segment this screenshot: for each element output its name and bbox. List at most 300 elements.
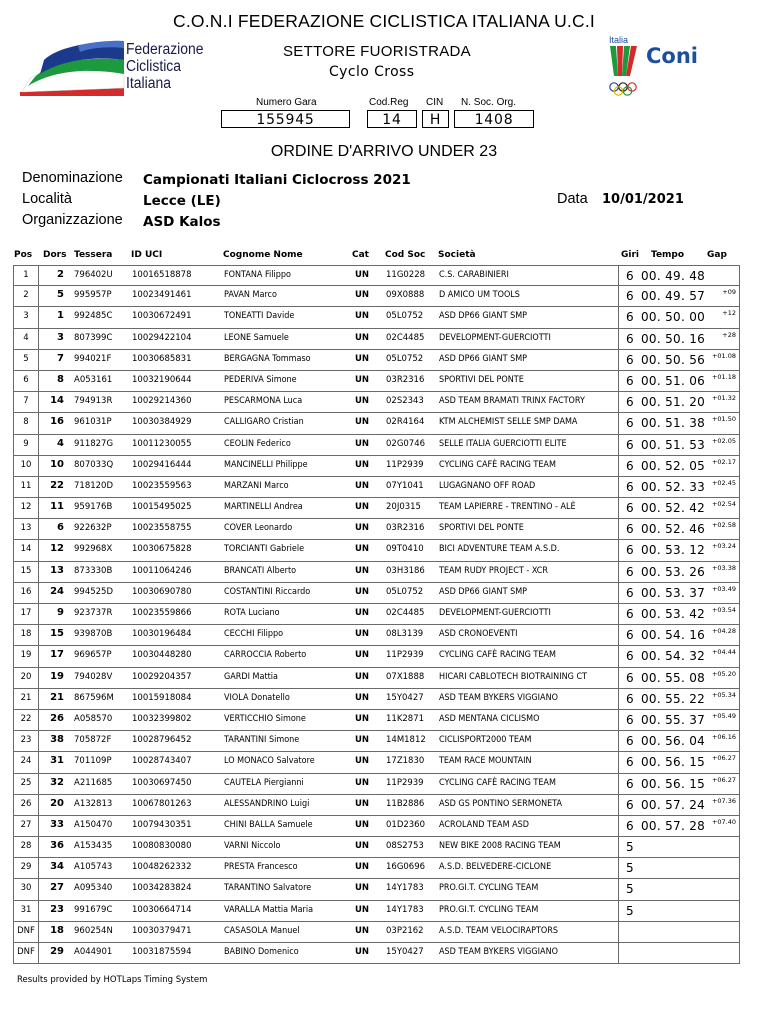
- cell-cat: UN: [355, 650, 370, 661]
- cell-uci: 10030448280: [132, 650, 192, 661]
- cell-codsoc: 03H3186: [386, 565, 425, 576]
- table-row: [13, 943, 740, 964]
- cell-giri: 6: [626, 501, 634, 516]
- cell-tempo: 00. 51. 20: [641, 395, 706, 410]
- cell-nome: PAVAN Marco: [224, 290, 277, 301]
- cell-tempo: 00. 50. 00: [641, 310, 706, 325]
- cell-tempo: 00. 49. 48: [641, 269, 706, 283]
- cell-codsoc: 02C4485: [386, 332, 425, 343]
- table-row: [13, 668, 740, 689]
- cell-nome: BERGAGNA Tommaso: [224, 353, 311, 364]
- cell-cat: UN: [355, 502, 370, 513]
- cell-pos: 26: [20, 798, 32, 809]
- coni-logo-icon: [606, 34, 716, 100]
- cell-giri: 6: [626, 734, 634, 749]
- col-uci: ID UCI: [131, 250, 163, 260]
- cell-gap: +06.16: [711, 733, 736, 742]
- settore: SETTORE FUORISTRADA: [283, 43, 471, 60]
- cell-nome: VIOLA Donatello: [224, 692, 290, 703]
- cell-dors: 3: [57, 331, 64, 343]
- cell-codsoc: 11K2871: [386, 713, 425, 724]
- cell-nome: FONTANA Filippo: [224, 270, 291, 280]
- cell-team: ASD MENTANA CICLISMO: [439, 713, 540, 724]
- cell-giri: 5: [626, 840, 634, 855]
- cell-tessera: 991679C: [74, 904, 113, 915]
- cell-tessera: 705872F: [74, 735, 112, 746]
- cell-uci: 10032399802: [132, 713, 192, 724]
- col-dors: Dors: [43, 250, 67, 260]
- cell-cat: UN: [355, 777, 370, 788]
- cell-tessera: 923737R: [74, 608, 113, 618]
- organizzazione-value: ASD Kalos: [143, 214, 221, 230]
- cell-nome: MANCINELLI Philippe: [224, 459, 308, 470]
- cell-uci: 10067801263: [132, 798, 192, 809]
- cell-codsoc: 11P2939: [386, 650, 424, 661]
- cell-team: LUGAGNANO OFF ROAD: [439, 480, 536, 491]
- cell-tempo: 00. 54. 32: [641, 649, 706, 664]
- table-row: [13, 901, 740, 922]
- cell-dors: 6: [57, 522, 64, 534]
- cell-codsoc: 02S2343: [386, 396, 424, 407]
- table-row: [13, 689, 740, 710]
- cell-uci: 10030384929: [132, 417, 192, 428]
- cell-codsoc: 08L3139: [386, 629, 424, 640]
- cell-giri: 6: [626, 479, 634, 494]
- cell-uci: 10030675828: [132, 544, 192, 555]
- cell-codsoc: 11P2939: [386, 459, 424, 470]
- cell-tessera: 911827G: [74, 438, 114, 449]
- cell-tempo: 00. 52. 42: [641, 501, 706, 516]
- table-row: [13, 879, 740, 900]
- cell-dors: 1: [57, 310, 64, 322]
- cell-pos: 4: [23, 332, 29, 343]
- col-cat: Cat: [352, 250, 369, 260]
- cell-giri: 6: [626, 712, 634, 727]
- cell-giri: 6: [626, 564, 634, 579]
- cell-giri: 6: [626, 395, 634, 410]
- table-row: [13, 286, 740, 307]
- cell-nome: COSTANTINI Riccardo: [224, 586, 311, 597]
- cell-cat: UN: [355, 883, 370, 894]
- denominazione-value: Campionati Italiani Ciclocross 2021: [143, 172, 411, 188]
- cell-border: [618, 901, 742, 921]
- table-row: [13, 350, 740, 371]
- cell-nome: CARROCCIA Roberto: [224, 650, 307, 661]
- cell-team: PRO.GI.T. CYCLING TEAM: [439, 883, 539, 894]
- cell-pos: 28: [20, 841, 32, 852]
- cell-gap: +12: [722, 309, 736, 318]
- table-row: [13, 752, 740, 773]
- cell-tessera: 867596M: [74, 692, 114, 703]
- cell-codsoc: 03R2316: [386, 523, 425, 534]
- cell-cat: UN: [355, 438, 370, 449]
- cell-dors: 5: [57, 289, 64, 301]
- disciplina: Cyclo Cross: [329, 64, 415, 80]
- cell-pos: 24: [20, 756, 32, 767]
- cell-tempo: 00. 55. 08: [641, 670, 706, 685]
- cell-dors: 22: [50, 479, 64, 491]
- table-row: [13, 413, 740, 434]
- cell-tempo: 00. 53. 26: [641, 564, 706, 579]
- cell-team: CYCLING CAFÈ RACING TEAM: [439, 777, 556, 788]
- cell-tessera: 794913R: [74, 396, 113, 407]
- cell-codsoc: 14Y1783: [386, 904, 424, 915]
- table-row: [13, 329, 740, 350]
- cell-dors: 16: [50, 416, 64, 428]
- cell-giri: 5: [626, 861, 634, 876]
- cell-uci: 10029416444: [132, 459, 192, 470]
- data-label: Data: [557, 191, 588, 207]
- cell-tessera: 994021F: [74, 353, 112, 364]
- cell-cat: UN: [355, 332, 370, 343]
- cell-cat: UN: [355, 480, 370, 491]
- cell-gap: +06.27: [711, 754, 736, 763]
- cell-pos: 18: [20, 629, 32, 640]
- cell-team: ACROLAND TEAM ASD: [439, 819, 529, 830]
- cell-codsoc: 20J0315: [386, 502, 421, 513]
- table-row: [13, 858, 740, 879]
- cell-uci: 10032190644: [132, 374, 192, 385]
- cell-team: CYCLING CAFÈ RACING TEAM: [439, 650, 556, 661]
- cell-codsoc: 11B2886: [386, 798, 425, 809]
- cell-giri: 6: [626, 373, 634, 388]
- col-societa: Società: [438, 250, 476, 260]
- cell-cat: UN: [355, 756, 370, 767]
- cell-nome: PRESTA Francesco: [224, 862, 298, 873]
- cell-team: C.S. CARABINIERI: [439, 270, 509, 280]
- col-gap: Gap: [707, 250, 727, 260]
- cell-codsoc: 02R4164: [386, 417, 425, 428]
- cell-gap: +05.20: [711, 669, 736, 678]
- cell-nome: LEONE Samuele: [224, 332, 289, 343]
- fci-logo-text: [126, 41, 212, 92]
- cell-uci: 10016518878: [132, 270, 192, 280]
- cell-pos: DNF: [17, 925, 35, 936]
- coni-logo-word: Coni: [646, 44, 698, 68]
- cell-giri: 6: [626, 818, 634, 833]
- cell-nome: BRANCATI Alberto: [224, 565, 297, 576]
- cell-codsoc: 02G0746: [386, 438, 426, 449]
- cell-team: ASD DP66 GIANT SMP: [439, 586, 528, 597]
- cell-dors: 12: [50, 543, 64, 555]
- cell-codsoc: 15Y0427: [386, 947, 424, 957]
- cell-tessera: 961031P: [74, 417, 112, 428]
- table-row: [13, 625, 740, 646]
- cell-team: ASD TEAM BYKERS VIGGIANO: [439, 692, 558, 703]
- cell-pos: 12: [20, 502, 32, 513]
- cell-pos: 7: [23, 396, 29, 407]
- cell-dors: 14: [50, 395, 64, 407]
- cell-tessera: 992968X: [74, 544, 113, 555]
- cell-tessera: 718120D: [74, 480, 113, 491]
- cell-cat: UN: [355, 565, 370, 576]
- cell-dors: 2: [57, 269, 64, 280]
- col-tempo: Tempo: [651, 250, 685, 260]
- cell-pos: 22: [20, 713, 32, 724]
- cell-dors: 13: [50, 564, 64, 576]
- cell-dors: 33: [50, 818, 64, 830]
- cell-dors: 11: [50, 501, 64, 513]
- cell-cat: UN: [355, 904, 370, 915]
- cell-cat: UN: [355, 544, 370, 555]
- cell-tessera: A053161: [74, 374, 113, 385]
- cell-gap: +01.32: [711, 394, 736, 403]
- cell-codsoc: 05L0752: [386, 311, 424, 322]
- cell-tessera: 701109P: [74, 756, 112, 767]
- cell-giri: 5: [626, 903, 634, 918]
- cell-cat: UN: [355, 925, 370, 936]
- cell-uci: 10029422104: [132, 332, 192, 343]
- cell-pos: 14: [20, 544, 32, 555]
- cell-dors: 36: [50, 840, 64, 852]
- cell-tempo: 00. 56. 04: [641, 734, 706, 749]
- cell-cat: UN: [355, 608, 370, 618]
- cell-cat: UN: [355, 374, 370, 385]
- cell-codsoc: 07Y1041: [386, 480, 424, 491]
- cell-giri: 6: [626, 458, 634, 473]
- cod-reg-box: 14: [367, 110, 417, 128]
- table-row: [13, 540, 740, 561]
- cell-dors: 23: [50, 903, 64, 915]
- cell-cat: UN: [355, 713, 370, 724]
- table-row: [13, 519, 740, 540]
- cell-uci: 10030697450: [132, 777, 192, 788]
- cell-codsoc: 07X1888: [386, 671, 425, 682]
- localita-label: Località: [22, 191, 72, 207]
- cell-border: [618, 879, 742, 899]
- cell-tempo: 00. 55. 22: [641, 691, 706, 706]
- cell-cat: UN: [355, 353, 370, 364]
- cell-dors: 4: [57, 437, 64, 449]
- cin-box: H: [422, 110, 449, 128]
- cell-pos: 11: [20, 480, 32, 491]
- cell-dors: 18: [50, 924, 64, 936]
- cell-pos: 17: [20, 608, 32, 618]
- cell-cat: UN: [355, 396, 370, 407]
- cell-cat: UN: [355, 735, 370, 746]
- cell-border: [618, 858, 742, 878]
- table-row: [13, 307, 740, 328]
- cell-gap: +01.18: [711, 372, 736, 381]
- table-row: [13, 498, 740, 519]
- cell-nome: LO MONACO Salvatore: [224, 756, 315, 767]
- cell-dors: 7: [57, 352, 64, 364]
- cell-tempo: 00. 56. 15: [641, 776, 706, 791]
- cell-dors: 8: [57, 373, 64, 385]
- cell-tessera: 992485C: [74, 311, 113, 322]
- numero-gara-box: 155945: [221, 110, 350, 128]
- cell-border: [618, 837, 742, 857]
- cell-gap: +05.49: [711, 711, 736, 720]
- cell-giri: 5: [626, 882, 634, 897]
- cell-pos: 1: [23, 270, 29, 280]
- cell-codsoc: 09T0410: [386, 544, 424, 555]
- cell-pos: 8: [23, 417, 29, 428]
- cell-tessera: A095340: [74, 883, 113, 894]
- cell-team: DEVELOPMENT-GUERCIOTTI: [439, 332, 551, 343]
- cell-uci: 10011230055: [132, 438, 192, 449]
- cell-pos: 30: [20, 883, 32, 894]
- cell-gap: +02.58: [711, 521, 736, 530]
- cell-gap: +07.40: [711, 817, 736, 826]
- cell-tempo: 00. 53. 37: [641, 585, 706, 600]
- cell-giri: 6: [626, 607, 634, 621]
- cell-uci: 10023558755: [132, 523, 192, 534]
- cell-nome: MARTINELLI Andrea: [224, 502, 303, 513]
- cell-dors: 34: [50, 861, 64, 873]
- cell-codsoc: 17Z1830: [386, 756, 425, 767]
- cell-tessera: 939870B: [74, 629, 113, 640]
- cod-reg-label: Cod.Reg: [369, 97, 409, 108]
- cell-cat: UN: [355, 798, 370, 809]
- cell-cat: UN: [355, 671, 370, 682]
- table-row: [13, 456, 740, 477]
- cell-giri: 6: [626, 331, 634, 346]
- table-row: [13, 583, 740, 604]
- cell-giri: 6: [626, 628, 634, 643]
- cell-uci: 10034283824: [132, 883, 192, 894]
- cell-codsoc: 09X0888: [386, 290, 425, 301]
- cell-uci: 10030196484: [132, 629, 192, 640]
- cell-uci: 10031875594: [132, 947, 192, 957]
- ordine-title: ORDINE D'ARRIVO UNDER 23: [270, 143, 498, 160]
- cell-pos: 10: [20, 459, 32, 470]
- cell-cat: UN: [355, 947, 370, 957]
- table-row: [13, 265, 740, 286]
- col-nome: Cognome Nome: [223, 250, 303, 260]
- cell-pos: 29: [20, 862, 32, 873]
- cell-codsoc: 01D2360: [386, 819, 425, 830]
- cell-gap: +01.50: [711, 415, 736, 424]
- table-row: [13, 710, 740, 731]
- cell-team: ASD TEAM BYKERS VIGGIANO: [439, 947, 558, 957]
- cell-gap: +04.44: [711, 648, 736, 657]
- cell-pos: 16: [20, 586, 32, 597]
- cell-tempo: 00. 50. 16: [641, 331, 706, 346]
- cell-team: A.S.D. TEAM VELOCIRAPTORS: [439, 925, 559, 936]
- cell-nome: COVER Leonardo: [224, 523, 293, 534]
- table-row: [13, 816, 740, 837]
- cell-nome: VARNI Niccolo: [224, 841, 281, 852]
- cell-team: TEAM RACE MOUNTAIN: [439, 756, 532, 767]
- cell-tessera: 873330B: [74, 565, 113, 576]
- cell-cat: UN: [355, 523, 370, 534]
- cell-dors: 24: [50, 585, 64, 597]
- cell-team: SELLE ITALIA GUERCIOTTI ELITE: [439, 438, 567, 449]
- cell-tempo: 00. 51. 53: [641, 437, 706, 452]
- cell-codsoc: 03P2162: [386, 925, 424, 936]
- cell-dors: 38: [50, 734, 64, 746]
- col-tessera: Tessera: [74, 250, 113, 260]
- cell-gap: +03.54: [711, 606, 736, 614]
- cell-team: ASD GS PONTINO SERMONETA: [439, 798, 563, 809]
- cell-pos: 23: [20, 735, 32, 746]
- cell-team: TEAM RUDY PROJECT - XCR: [439, 565, 549, 576]
- cell-team: TEAM LAPIERRE - TRENTINO - ALÈ: [439, 502, 576, 513]
- cell-uci: 10030690780: [132, 586, 192, 597]
- table-row: [13, 392, 740, 413]
- cell-nome: CAUTELA Piergianni: [224, 777, 304, 788]
- organizzazione-label: Organizzazione: [22, 212, 123, 228]
- cell-codsoc: 11P2939: [386, 777, 424, 788]
- cell-giri: 6: [626, 670, 634, 685]
- cell-nome: TARANTINO Salvatore: [224, 883, 312, 894]
- cell-gap: +06.27: [711, 775, 736, 784]
- cell-tempo: 00. 51. 06: [641, 373, 706, 388]
- table-row: [13, 435, 740, 456]
- cell-codsoc: 14M1812: [386, 735, 426, 746]
- cell-nome: CHINI BALLA Samuele: [224, 819, 313, 830]
- cell-team: BICI ADVENTURE TEAM A.S.D.: [439, 544, 560, 555]
- cell-uci: 10079430351: [132, 819, 192, 830]
- cell-pos: 31: [20, 904, 32, 915]
- cell-giri: 6: [626, 416, 634, 431]
- cell-cat: UN: [355, 270, 370, 280]
- cell-team: HICARI CABLOTECH BIOTRAINING CT: [439, 671, 588, 682]
- cell-tessera: A153435: [74, 841, 113, 852]
- footer-credit: Results provided by HOTLaps Timing System: [17, 975, 208, 985]
- table-row: [13, 795, 740, 816]
- cell-nome: TONEATTI Davide: [224, 311, 295, 322]
- fci-logo-line: Ciclistica: [126, 58, 182, 75]
- cell-dors: 9: [57, 607, 64, 618]
- cell-tessera: A058570: [74, 713, 113, 724]
- cell-codsoc: 05L0752: [386, 353, 424, 364]
- cell-tessera: A132813: [74, 798, 113, 809]
- cell-team: KTM ALCHEMIST SELLE SMP DAMA: [439, 417, 578, 428]
- cell-tempo: 00. 53. 12: [641, 543, 706, 558]
- coni-logo-top-text: Italia: [609, 35, 629, 45]
- cell-team: ASD CRONOEVENTI: [439, 629, 518, 640]
- cell-uci: 10030685831: [132, 353, 192, 364]
- cell-pos: DNF: [17, 947, 35, 957]
- cell-tempo: 00. 54. 16: [641, 628, 706, 643]
- cell-gap: +04.28: [711, 627, 736, 636]
- cell-codsoc: 08S2753: [386, 841, 424, 852]
- cell-pos: 5: [23, 353, 29, 364]
- cell-tempo: 00. 57. 24: [641, 797, 706, 812]
- numero-gara-label: Numero Gara: [256, 97, 317, 108]
- table-row: [13, 774, 740, 795]
- col-giri: Giri: [621, 250, 639, 260]
- cell-pos: 6: [23, 374, 29, 385]
- cell-cat: UN: [355, 290, 370, 301]
- cell-tessera: 807033Q: [74, 459, 114, 470]
- cell-dors: 17: [50, 649, 64, 661]
- cell-pos: 13: [20, 523, 32, 534]
- cell-giri: 6: [626, 755, 634, 770]
- cell-team: ASD TEAM BRAMATI TRINX FACTORY: [439, 396, 585, 407]
- cell-cat: UN: [355, 841, 370, 852]
- cell-nome: TARANTINI Simone: [224, 735, 300, 746]
- cell-nome: TORCIANTI Gabriele: [224, 544, 305, 555]
- cell-cat: UN: [355, 311, 370, 322]
- cell-gap: +28: [722, 330, 736, 339]
- cell-pos: 21: [20, 692, 32, 703]
- cell-dors: 15: [50, 628, 64, 640]
- cell-pos: 15: [20, 565, 32, 576]
- cell-giri: 6: [626, 269, 634, 283]
- table-row: [13, 371, 740, 392]
- cell-cat: UN: [355, 862, 370, 873]
- cell-tessera: A044901: [74, 947, 113, 957]
- cell-codsoc: 16G0696: [386, 862, 426, 873]
- cell-pos: 3: [23, 311, 29, 322]
- cell-codsoc: 03R2316: [386, 374, 425, 385]
- soc-org-box: 1408: [454, 110, 534, 128]
- cell-uci: 10030672491: [132, 311, 192, 322]
- cell-tempo: 00. 52. 05: [641, 458, 706, 473]
